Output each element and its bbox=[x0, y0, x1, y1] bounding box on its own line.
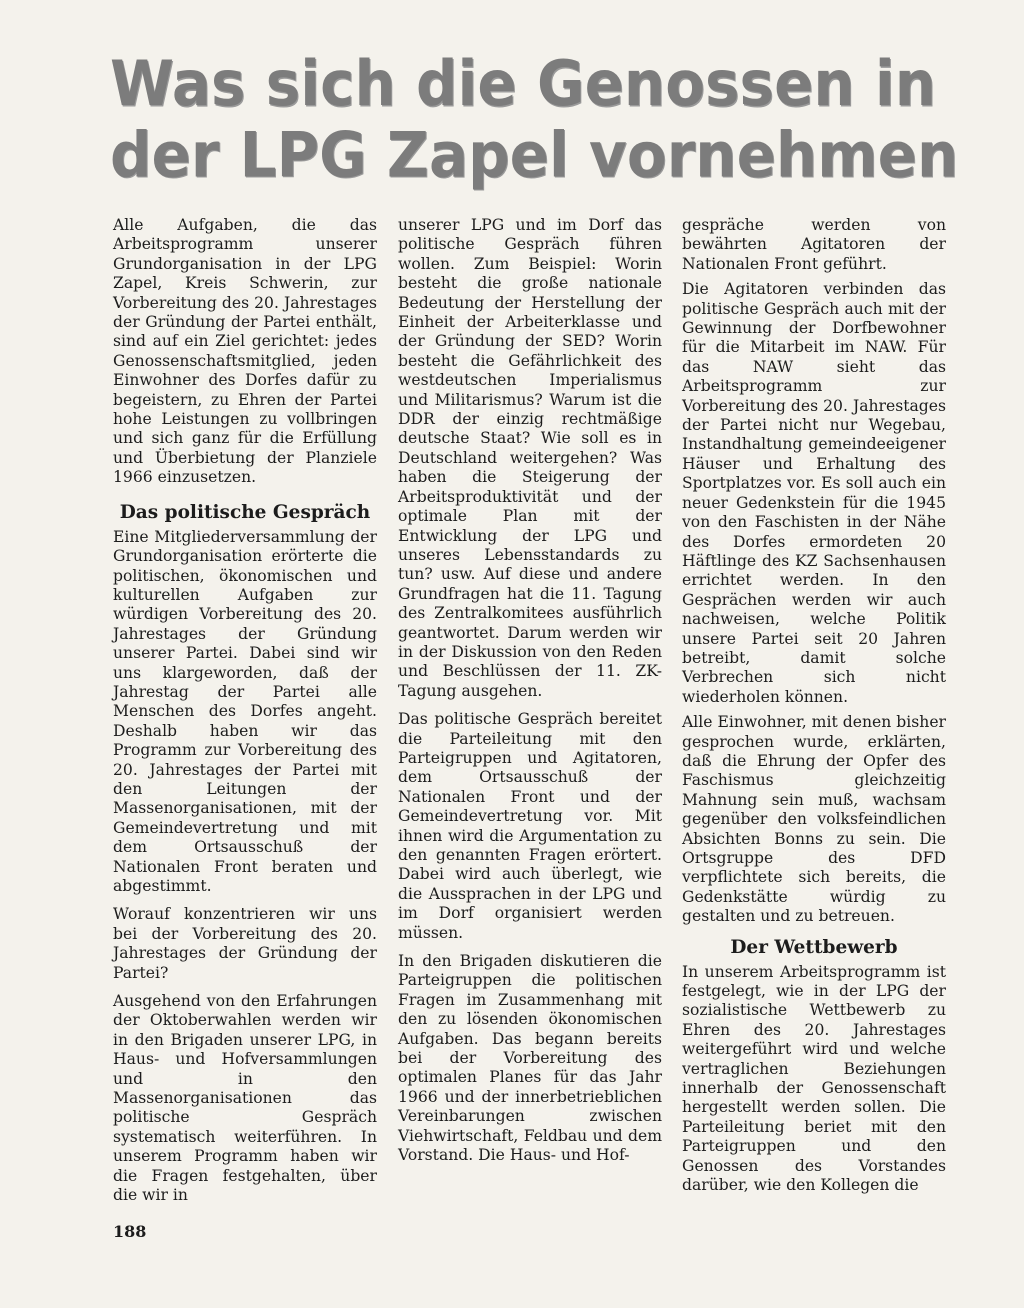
paragraph: In unserem Arbeitsprogramm ist festgelegt, wie in der LPG der sozialistische Wettbewerb zu Ehren des 20. Jahrestages weitergeführt wird und welche vertraglichen Beziehungen innerhalb der Genossenschaft hergestellt werden sollen. Die Parteileitung beriet mit den Parteigruppen und den Genossen des Vorstandes darüber, wie den Kollegen die bbox=[682, 962, 946, 1195]
article-headline: Was sich die Genossen in der LPG Zapel vornehmen bbox=[110, 46, 959, 192]
paragraph: Alle Aufgaben, die das Arbeitsprogramm unserer Grundorganisation in der LPG Zapel, Kreis Schwerin, zur Vorbereitung des 20. Jahrestages der Gründung der Partei enthält, sind auf ein Ziel gerichtet: jedes Genossenschaftsmitglied, jeden Einwohner des Dorfes dafür zu begeistern, zu Ehren der Partei hohe Leistungen zu vollbringen und sich ganz für die Erfüllung und Überbietung der Planziele 1966 einzusetzen. bbox=[113, 216, 377, 487]
paragraph: Die Agitatoren verbinden das politische Gespräch auch mit der Gewinnung der Dorfbewohner für die Mitarbeit im NAW. Für das NAW sieht das Arbeitsprogramm zur Vorbereitung des 20. Jahrestages der Partei nicht nur Wegebau, Instandhaltung gemeindeeigener Häuser und Erhaltung des Sportplatzes vor. Es soll auch ein neuer Gedenkstein für die 1945 von den Faschisten in der Nähe des Dorfes ermordeten 20 Häftlinge des KZ Sachsenhausen errichtet werden. In den Gesprächen werden wir auch nachweisen, welche Politik unsere Partei seit 20 Jahren betreibt, damit solche Verbrechen sich nicht wiederholen können. bbox=[682, 280, 946, 706]
text-column-2 bbox=[398, 216, 662, 1175]
paragraph: unserer LPG und im Dorf das politische Gespräch führen wollen. Zum Beispiel: Worin besteht die große nationale Bedeutung der Herstellung der Einheit der Arbeiterklasse und der Gründung der SED? Worin besteht die Gefährlichkeit des westdeutschen Imperialismus und Militarismus? Warum ist die DDR der einzig rechtmäßige deutsche Staat? Wie soll es in Deutschland weitergehen? Was haben die Steigerung der Arbeitsproduktivität und der optimale Plan mit der Entwicklung der LPG und unseres Lebensstandards zu tun? usw. Auf diese und andere Grundfragen hat die 11. Tagung des Zentralkomitees ausführlich geantwortet. Darum werden wir in der Diskussion von den Reden und Beschlüssen der 11. ZK-Tagung ausgehen. bbox=[398, 216, 662, 700]
page-number: 188 bbox=[113, 1222, 147, 1241]
paragraph: Das politische Gespräch bereitet die Parteileitung mit den Parteigruppen und Agitatoren, dem Ortsausschuß der Nationalen Front und der Gemeindevertretung vor. Mit ihnen wird die Argumentation zu den genannten Fragen erörtert. Dabei wird auch überlegt, wie die Aussprachen in der LPG und im Dorf organisiert werden müssen. bbox=[398, 710, 662, 942]
paragraph: gespräche werden von bewährten Agitatoren der Nationalen Front geführt. bbox=[682, 216, 946, 273]
text-column-1 bbox=[113, 216, 377, 1215]
paragraph: In den Brigaden diskutieren die Parteigruppen die politischen Fragen im Zusammenhang mit den zu lösenden ökonomischen Aufgaben. Das begann bereits bei der Vorbereitung des optimalen Planes für das Jahr 1966 und der innerbetrieblichen Vereinbarungen zwischen Viehwirtschaft, Feldbau und dem Vorstand. Die Haus- und Hof- bbox=[398, 952, 662, 1165]
text-column-3 bbox=[682, 216, 946, 1205]
section-heading-competition: Der Wettbewerb bbox=[730, 936, 898, 958]
paragraph: Worauf konzentrieren wir uns bei der Vorbereitung des 20. Jahrestages der Gründung der Partei? bbox=[113, 905, 377, 982]
paragraph: Alle Einwohner, mit denen bisher gesprochen wurde, erklärten, daß die Ehrung der Opfer des Faschismus gleichzeitig Mahnung sein muß, wachsam gegenüber den volksfeindlichen Absichten Bonns zu sein. Die Ortsgruppe des DFD verpflichtete sich bereits, die Gedenkstätte würdig zu gestalten und zu betreuen. bbox=[682, 713, 946, 926]
section-heading-political-talk: Das politische Gespräch bbox=[119, 501, 371, 523]
paragraph: Ausgehend von den Erfahrungen der Oktoberwahlen werden wir in den Brigaden unserer LPG, in Haus- und Hofversammlungen und in den Massenorganisationen das politische Gespräch systematisch weiterführen. In unserem Programm haben wir die Fragen festgehalten, über die wir in bbox=[113, 992, 377, 1205]
paragraph: Eine Mitgliederversammlung der Grundorganisation erörterte die politischen, ökonomischen und kulturellen Aufgaben zur würdigen Vorbereitung des 20. Jahrestages der Gründung unserer Partei. Dabei sind wir uns klargeworden, daß der Jahrestag der Partei alle Menschen des Dorfes angeht. Deshalb haben wir das Programm zur Vorbereitung des 20. Jahrestages der Partei mit den Leitungen der Massenorganisationen, mit der Gemeindevertretung und mit dem Ortsausschuß der Nationalen Front beraten und abgestimmt. bbox=[113, 527, 377, 895]
